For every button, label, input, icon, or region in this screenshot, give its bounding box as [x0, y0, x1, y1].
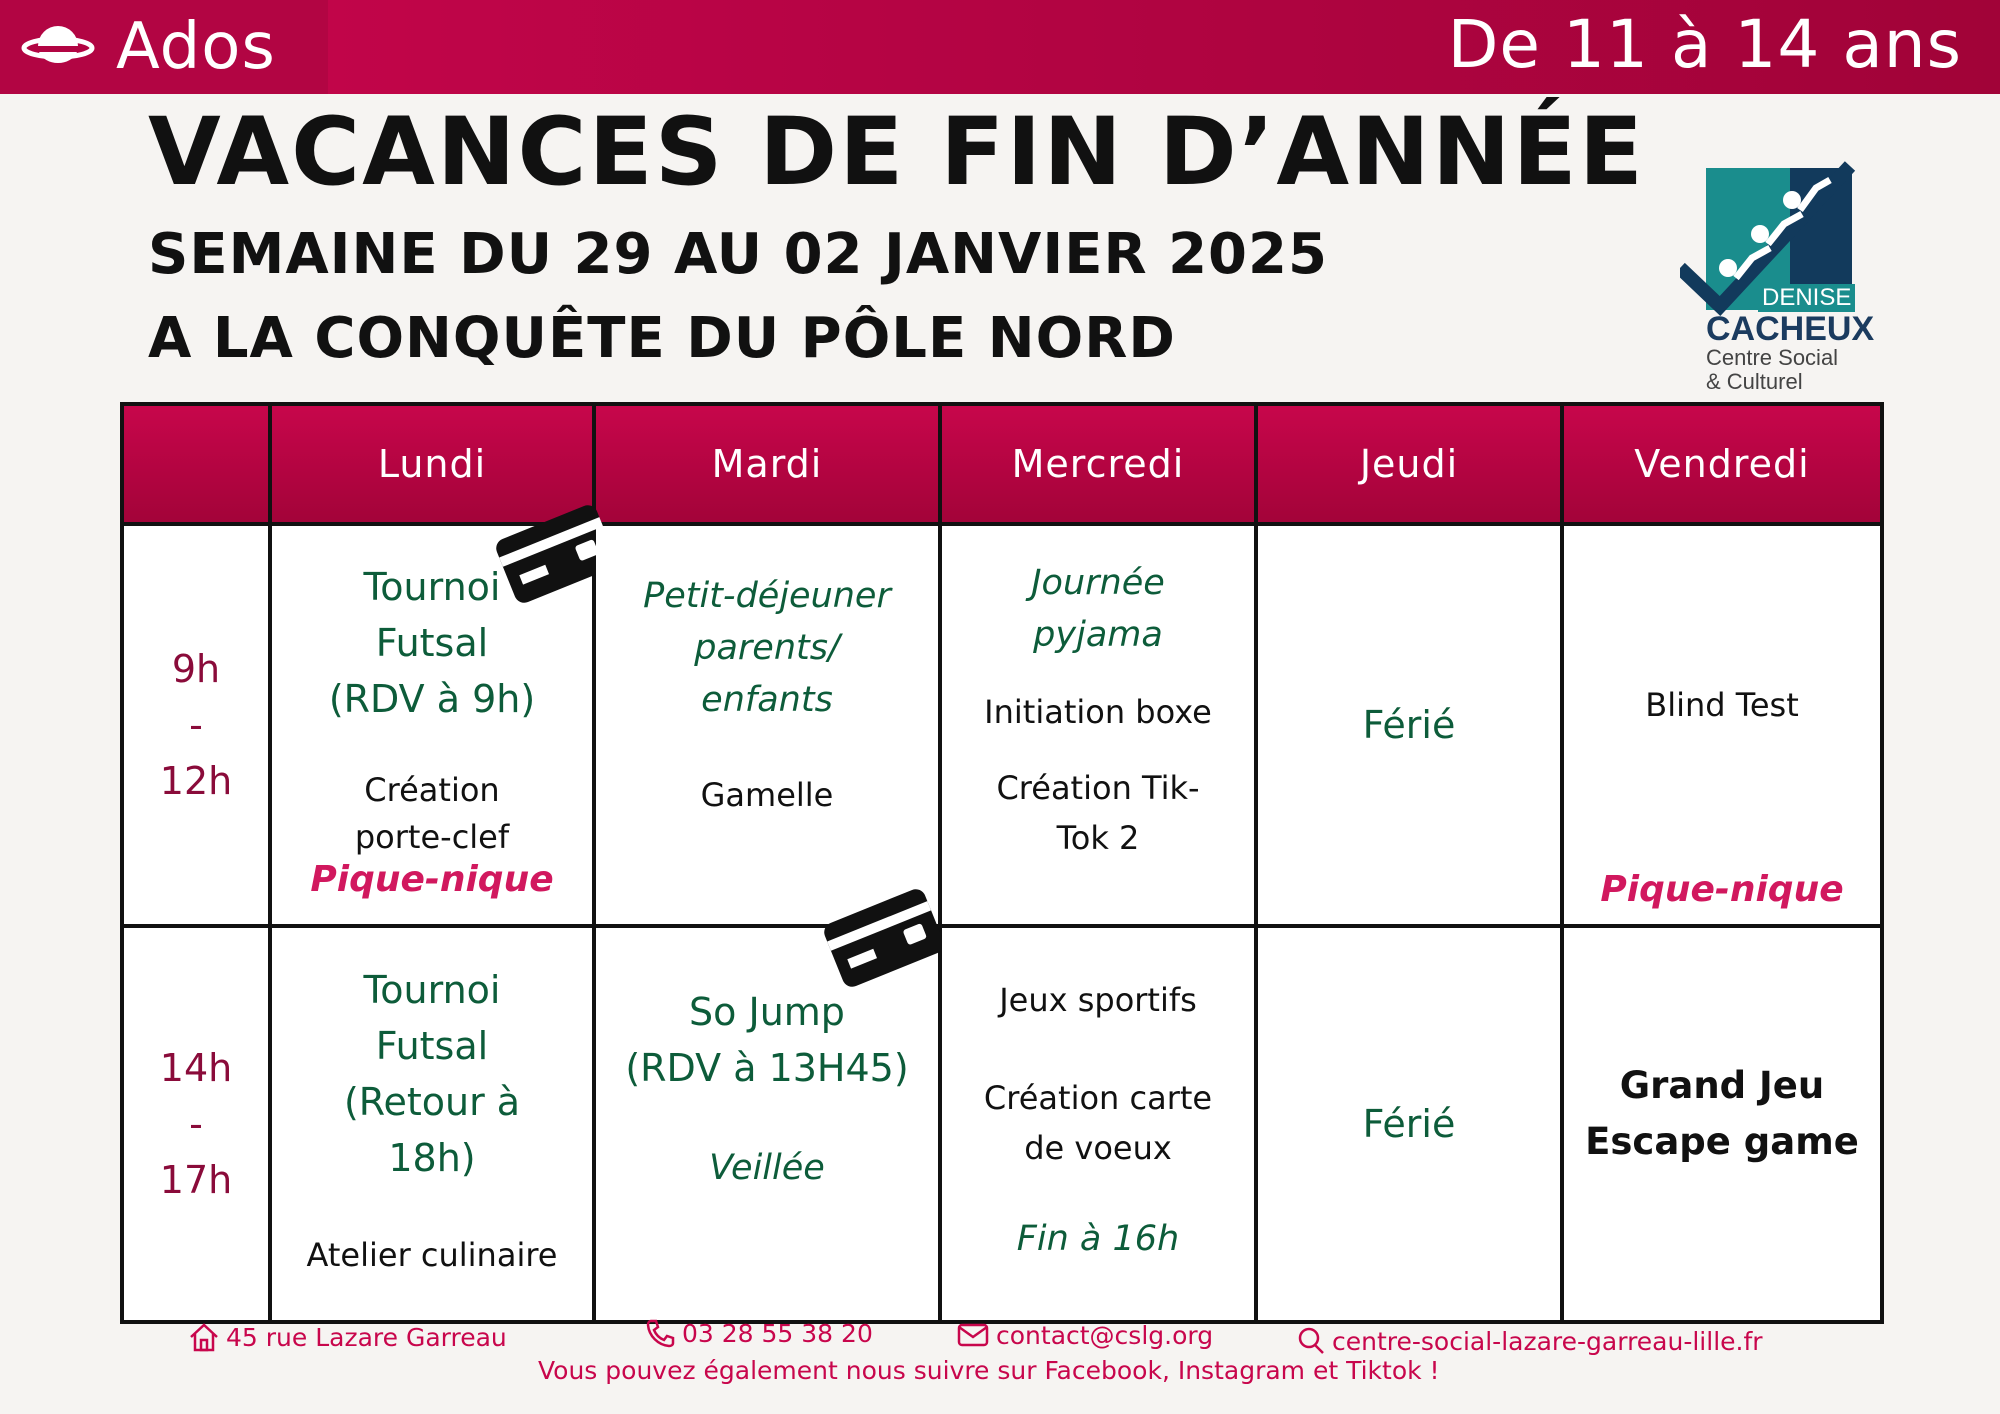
cell-vendredi-afternoon	[1562, 926, 1882, 1322]
morning-start: 9h	[171, 647, 221, 691]
mail-icon	[956, 1320, 990, 1350]
day-lundi: Lundi	[270, 404, 594, 524]
logo-line-1: DENISE	[1758, 284, 1855, 312]
cell-vendredi-morning	[1562, 524, 1882, 926]
meal-label: Pique-nique	[310, 858, 554, 900]
week-subtitle: SEMAINE DU 29 AU 02 JANVIER 2025	[148, 222, 1328, 287]
footer-social: Vous pouvez également nous suivre sur Facebook, Instagram et Tiktok !	[538, 1356, 1440, 1385]
phone-icon	[644, 1318, 676, 1348]
cell-mercredi-afternoon	[940, 926, 1256, 1322]
centre-logo	[1680, 138, 1875, 398]
day-jeudi: Jeudi	[1256, 404, 1562, 524]
age-range: De 11 à 14 ans	[1447, 6, 1962, 83]
home-icon	[188, 1322, 220, 1352]
holiday-label: Férié	[1362, 1102, 1456, 1146]
afternoon-end: 17h	[159, 1158, 233, 1202]
morning-time-cell	[122, 524, 270, 926]
schedule-table	[120, 402, 1884, 1324]
workshop-line: Tok 2	[1056, 819, 1140, 857]
activity-line: Grand Jeu	[1619, 1064, 1825, 1107]
logo-line-3	[1706, 346, 1838, 394]
meal-label: Pique-nique	[1600, 869, 1844, 910]
workshop-line: Création	[364, 770, 500, 809]
morning-end: 12h	[159, 759, 233, 803]
activity-line: Petit-déjeuner	[643, 576, 891, 616]
address-text: 45 rue Lazare Garreau	[226, 1322, 507, 1352]
morning-sep: -	[189, 703, 203, 747]
cell-mardi-morning	[594, 524, 940, 926]
header-row	[122, 404, 1882, 524]
footer-address	[188, 1322, 507, 1352]
footer-email	[956, 1320, 1213, 1350]
cell-mercredi-morning	[940, 524, 1256, 926]
evening-label: Veillée	[709, 1148, 825, 1188]
workshop-line: Initiation boxe	[984, 693, 1212, 731]
holiday-label: Férié	[1362, 703, 1456, 747]
activity-line: (RDV à 9h)	[328, 676, 536, 721]
workshop-line: Création Tik-	[996, 769, 1200, 807]
activity-line: de voeux	[1024, 1129, 1172, 1167]
page-title: VACANCES DE FIN D’ANNÉE	[148, 98, 1645, 207]
morning-row	[122, 524, 1882, 926]
day-mercredi: Mercredi	[940, 404, 1256, 524]
cell-lundi-morning	[270, 524, 594, 926]
activity-line: Tournoi	[363, 968, 501, 1012]
activity-line: Futsal	[375, 620, 489, 665]
activity-line: Blind Test	[1645, 686, 1799, 724]
afternoon-row	[122, 926, 1882, 1322]
footer-phone	[644, 1318, 873, 1348]
activity-line: (RDV à 13H45)	[625, 1046, 909, 1090]
workshop-line: porte-clef	[354, 817, 510, 856]
footer-website	[1296, 1326, 1763, 1356]
category-tab	[0, 0, 328, 94]
cell-jeudi-morning	[1256, 524, 1562, 926]
activity-line: Tournoi	[363, 564, 501, 609]
activity-line: enfants	[701, 680, 833, 720]
activity-line: Futsal	[375, 1024, 489, 1068]
website-text[interactable]: centre-social-lazare-garreau-lille.fr	[1332, 1326, 1763, 1356]
end-time-label: Fin à 16h	[1016, 1219, 1180, 1259]
activity-line: Jeux sportifs	[999, 981, 1197, 1019]
activity-line: parents/	[694, 628, 840, 668]
activity-line: Journée	[1031, 563, 1165, 603]
cell-jeudi-afternoon	[1256, 926, 1562, 1322]
activity-line: Escape game	[1585, 1120, 1859, 1163]
activity-line: 18h)	[388, 1136, 476, 1180]
logo-line-3a: Centre Social	[1706, 345, 1839, 370]
phone-text: 03 28 55 38 20	[682, 1318, 873, 1348]
afternoon-time-cell	[122, 926, 270, 1322]
activity-line: Création carte	[983, 1079, 1213, 1117]
corner-cell	[122, 404, 270, 524]
planet-icon	[20, 22, 96, 72]
activity-line: pyjama	[1033, 615, 1163, 655]
afternoon-sep: -	[189, 1102, 203, 1146]
day-vendredi: Vendredi	[1562, 404, 1882, 524]
cell-lundi-afternoon	[270, 926, 594, 1322]
day-mardi: Mardi	[594, 404, 940, 524]
category-label: Ados	[116, 10, 276, 84]
email-text[interactable]: contact@cslg.org	[996, 1320, 1214, 1350]
workshop-line: Atelier culinaire	[306, 1236, 558, 1274]
logo-line-2: CACHEUX	[1706, 310, 1875, 348]
activity-line: So Jump	[689, 990, 845, 1034]
activity-line: (Retour à	[343, 1080, 521, 1124]
search-icon	[1296, 1326, 1326, 1356]
workshop-line: Gamelle	[700, 776, 834, 814]
theme-subtitle: A LA CONQUÊTE DU PÔLE NORD	[148, 306, 1176, 371]
logo-line-3b: & Culturel	[1706, 369, 1803, 394]
ticket-card-icon	[822, 888, 946, 988]
afternoon-start: 14h	[159, 1046, 233, 1090]
cell-mardi-afternoon	[594, 926, 940, 1322]
